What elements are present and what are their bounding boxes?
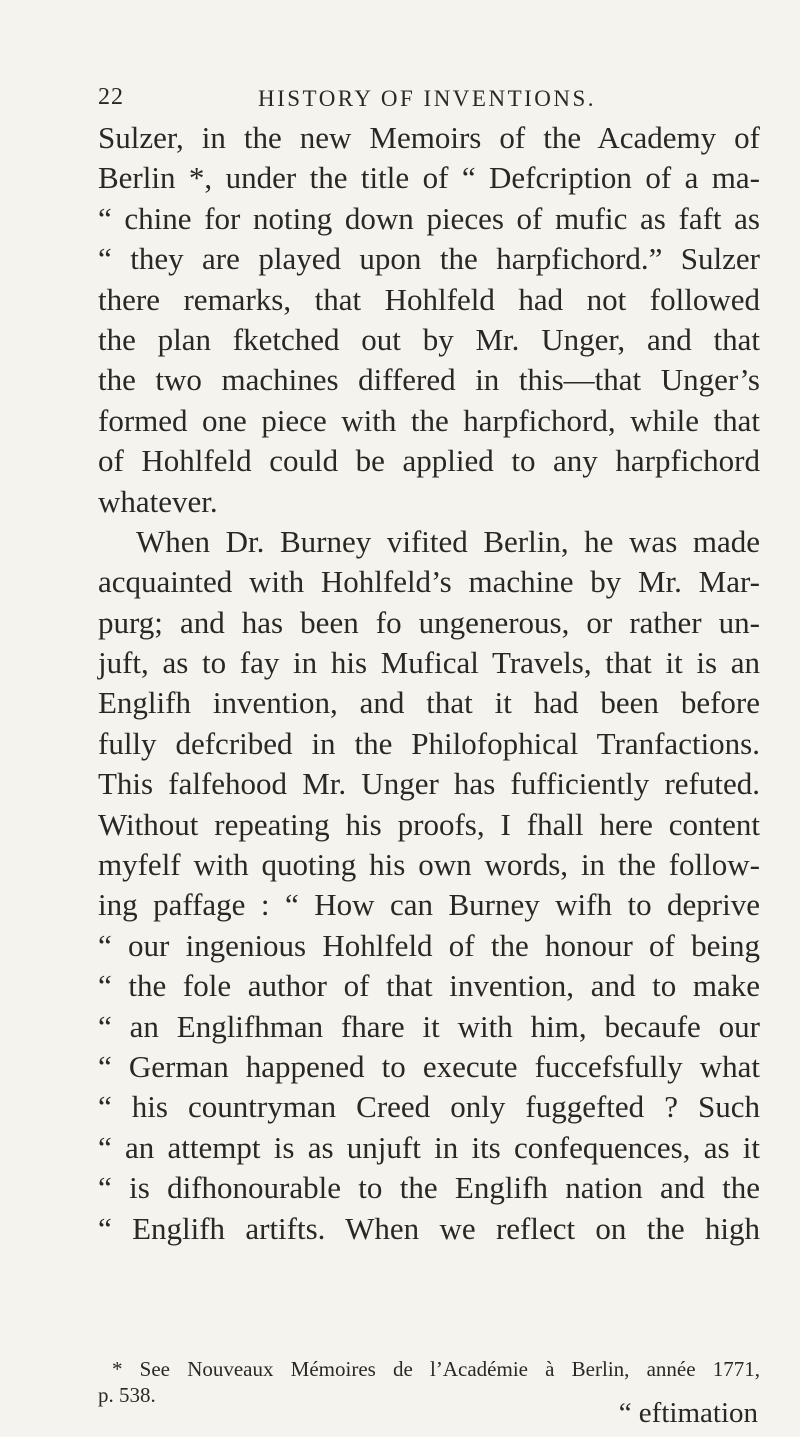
text-line: of Hohlfeld could be applied to any harpfichord bbox=[98, 443, 760, 479]
text-line: formed one piece with the harpfichord, while that bbox=[98, 402, 760, 438]
footnote-line: * See Nouveaux Mémoires de l’Académie à Berlin, année 1771, bbox=[112, 1357, 760, 1381]
text-line: Berlin *, under the title of “ Defcription of a ma- bbox=[98, 160, 760, 196]
text-line: “ the fole author of that invention, and to make bbox=[98, 968, 760, 1004]
text-line: “ an attempt is as unjuft in its confequences, as it bbox=[98, 1129, 760, 1165]
text-line: “ they are played upon the harpfichord.” Sulzer bbox=[98, 241, 760, 277]
text-line: whatever. bbox=[98, 483, 218, 519]
text-line: purg; and has been fo ungenerous, or rather un- bbox=[98, 604, 760, 640]
text-line: When Dr. Burney vifited Berlin, he was made bbox=[136, 523, 760, 559]
text-line: Without repeating his proofs, I fhall here content bbox=[98, 806, 760, 842]
text-line: the plan fketched out by Mr. Unger, and that bbox=[98, 321, 760, 357]
text-line: “ is difhonourable to the Englifh nation and the bbox=[98, 1170, 760, 1206]
text-line: “ German happened to execute fuccefsfully what bbox=[98, 1048, 760, 1084]
text-line: “ chine for noting down pieces of mufic as faft as bbox=[98, 200, 760, 236]
text-line: “ our ingenious Hohlfeld of the honour of being bbox=[98, 927, 760, 963]
footnote-line: p. 538. bbox=[98, 1383, 156, 1407]
body-text bbox=[98, 118, 760, 1249]
text-line: Sulzer, in the new Memoirs of the Academy of bbox=[98, 120, 760, 155]
page-header bbox=[98, 84, 758, 120]
text-line: fully defcribed in the Philofophical Tranfactions. bbox=[98, 725, 760, 761]
text-line: “ his countryman Creed only fuggefted ? Such bbox=[98, 1089, 760, 1125]
text-line: “ an Englifhman fhare it with him, becaufe our bbox=[98, 1008, 760, 1044]
text-line: the two machines differed in this—that Unger’s bbox=[98, 362, 760, 398]
text-line: Englifh invention, and that it had been before bbox=[98, 685, 760, 721]
text-line: acquainted with Hohlfeld’s machine by Mr. Mar- bbox=[98, 564, 760, 600]
text-line: This falfehood Mr. Unger has fufficiently refuted. bbox=[98, 766, 760, 802]
running-head: HISTORY OF INVENTIONS. bbox=[258, 86, 597, 111]
text-line: there remarks, that Hohlfeld had not followed bbox=[98, 281, 760, 317]
text-line: juft, as to fay in his Mufical Travels, that it is an bbox=[98, 645, 760, 681]
text-line: “ Englifh artifts. When we reflect on the high bbox=[98, 1210, 760, 1246]
page-number: 22 bbox=[98, 84, 124, 110]
text-line: myfelf with quoting his own words, in the follow- bbox=[98, 847, 760, 883]
catchword: “ eftimation bbox=[618, 1397, 758, 1429]
text-line: ing paffage : “ How can Burney wifh to deprive bbox=[98, 887, 760, 923]
